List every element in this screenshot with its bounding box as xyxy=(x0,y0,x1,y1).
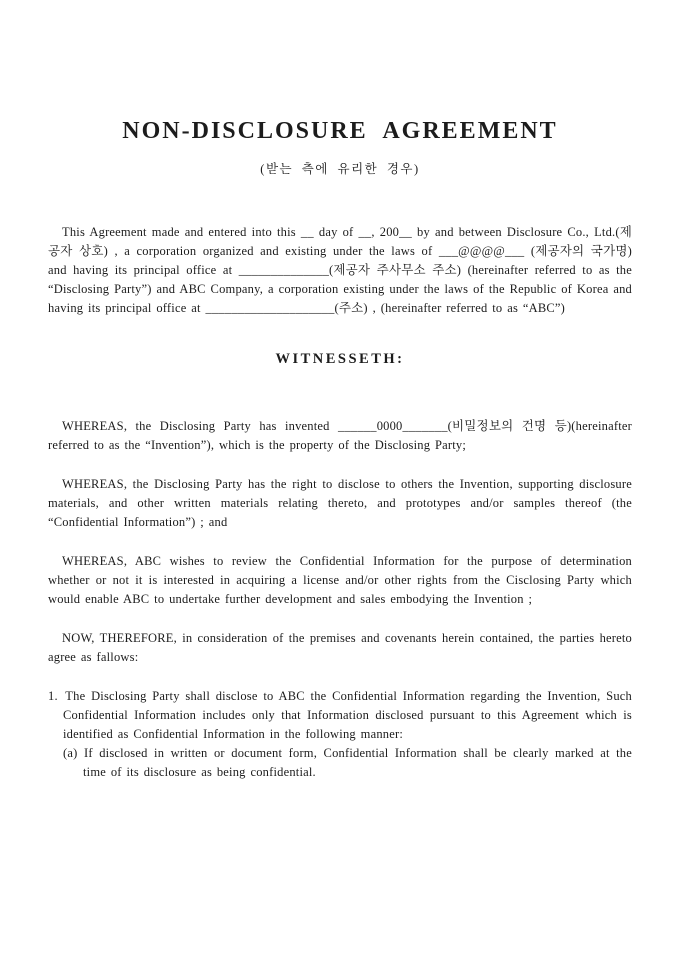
whereas-paragraph-3: WHEREAS, ABC wishes to review the Confidential Information for the purpose of determination whether or not it is interested in acquiring a license and/or other rights from the Cisclosing Party which would enable ABC to undertake further development and sales embodying the Invention ; xyxy=(48,554,632,606)
clause-1 xyxy=(48,687,632,782)
document-title: NON-DISCLOSURE AGREEMENT xyxy=(122,118,558,144)
whereas-paragraph-2: WHEREAS, the Disclosing Party has the right to disclose to others the Invention, supporting disclosure materials, and other written materials relating thereto, and prototypes and/or samples thereof (the “Confidential Information”) ; and xyxy=(48,477,632,529)
clause-1-subitem-a xyxy=(63,744,632,782)
witnesseth-heading: WITNESSETH: xyxy=(275,351,405,367)
therefore-paragraph: NOW, THEREFORE, in consideration of the premises and covenants herein contained, the parties hereto agree as fallows: xyxy=(48,631,632,664)
clause-1-number: 1. xyxy=(48,689,58,703)
clause-1-subitem-a-text: If disclosed in written or document form, Confidential Information shall be clearly marked at the time of its disclosure as being confidential. xyxy=(83,746,632,779)
clause-1-subitem-a-label: (a) xyxy=(63,746,78,760)
whereas-paragraph-1: WHEREAS, the Disclosing Party has invented ______0000_______(비밀정보의 건명 등)(hereinafter referred to as the “Invention”), which is the property of the Disclosing Party; xyxy=(48,419,632,452)
document-subtitle: (받는 측에 유리한 경우) xyxy=(260,162,420,176)
intro-paragraph: This Agreement made and entered into this __ day of __, 200__ by and between Disclosure Co., Ltd.(제공자 상호) , a corporation organized and existing under the laws of ___@@@@___ (제공자의 국가명) and having its principal office at ______________(제공자 주사무소 주소) (hereinafter referred to as the “Disclosing Party”) and ABC Company, a corporation existing under the laws of the Republic of Korea and having its principal office at ____________________(주소) , (hereinafter referred to as “ABC”) xyxy=(48,225,632,315)
clause-1-text: The Disclosing Party shall disclose to ABC the Confidential Information regarding the Invention, Such Confidential Information includes only that Information disclosed pursuant to this Agreement which is identified as Confidential Information in the following manner: xyxy=(63,689,632,741)
